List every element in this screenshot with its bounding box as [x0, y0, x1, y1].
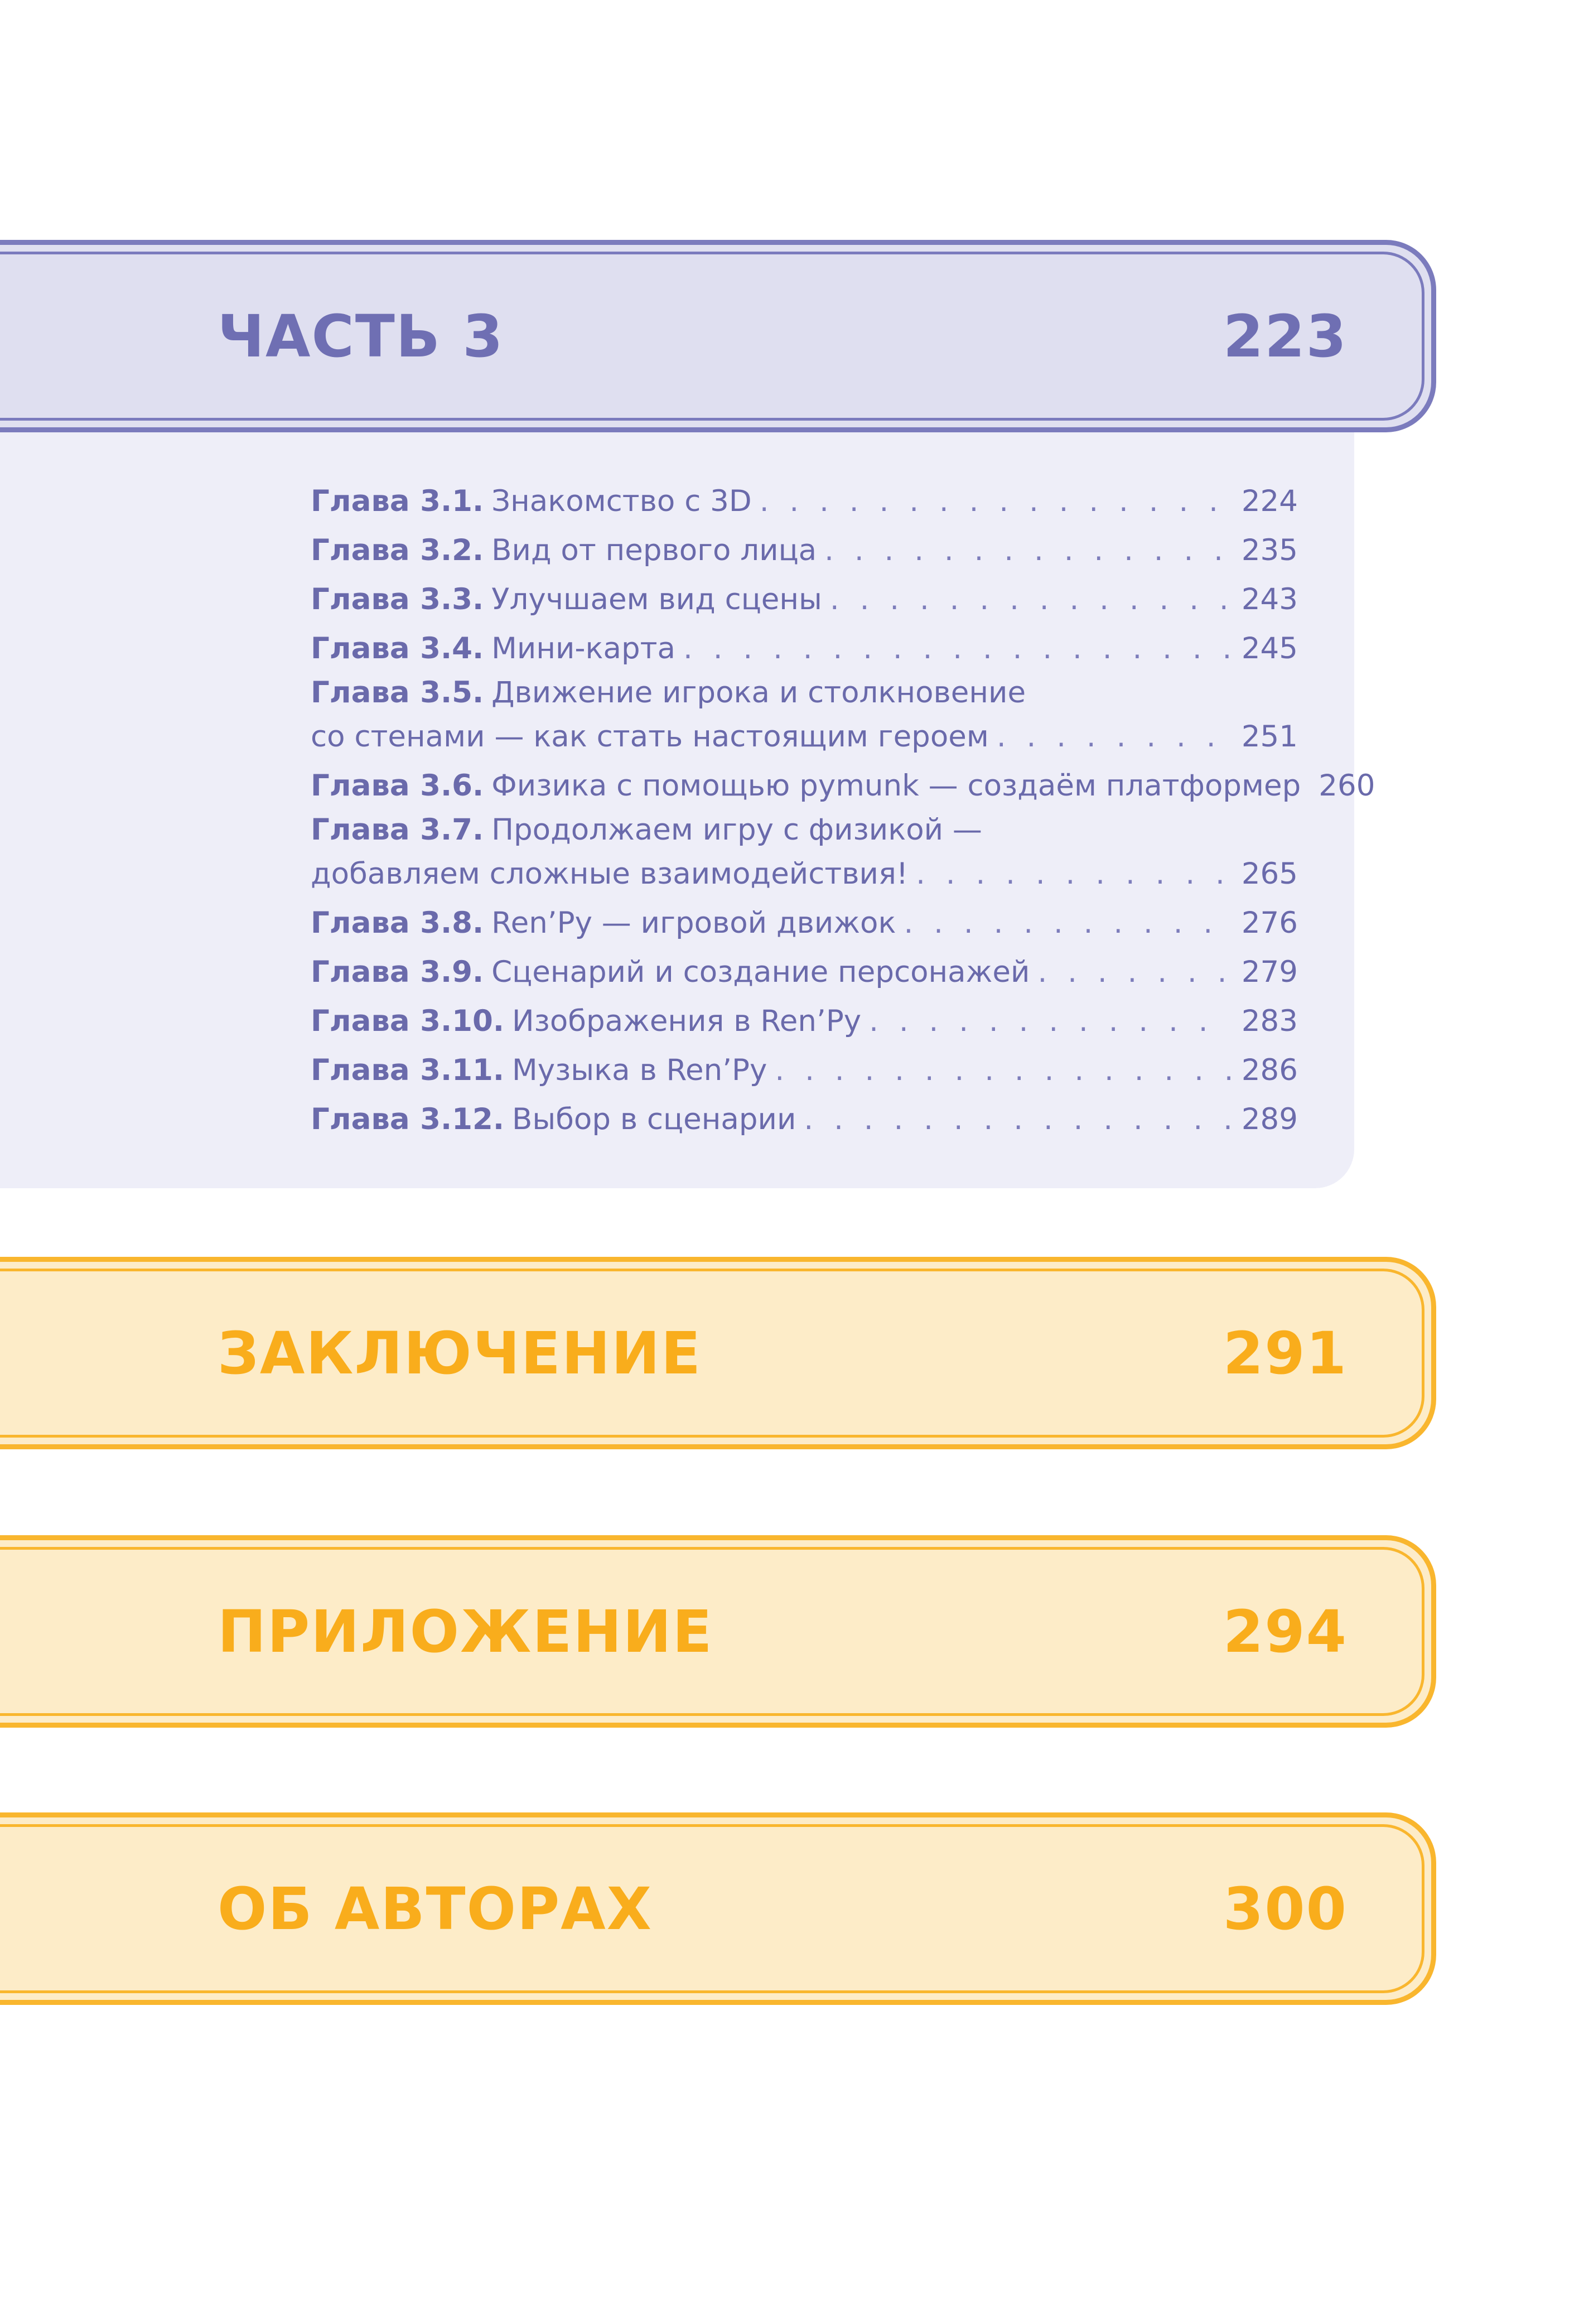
- chapter-title: Мини-карта: [491, 631, 676, 666]
- chapter-title: Движение игрока и столкновение: [491, 676, 1026, 710]
- dot-leader: [804, 1095, 1231, 1144]
- chapter-entry-3-5[interactable]: [311, 673, 1298, 761]
- chapter-entry-3-2[interactable]: [311, 526, 1298, 575]
- chapter-number: Глава 3.9.: [311, 955, 484, 989]
- chapter-number: Глава 3.7.: [311, 813, 484, 847]
- chapter-title: Физика с помощью pymunk — создаём платформер: [491, 769, 1301, 803]
- dot-leader: [760, 477, 1232, 526]
- chapter-page: 279: [1241, 955, 1298, 989]
- conclusion-title: ЗАКЛЮЧЕНИЕ: [218, 1319, 702, 1387]
- dot-leader: [683, 624, 1232, 673]
- chapter-number: Глава 3.1.: [311, 484, 484, 518]
- chapter-number: Глава 3.10.: [311, 1004, 505, 1038]
- part-3-page-number: 223: [1223, 302, 1348, 370]
- dot-leader: [830, 575, 1232, 624]
- chapter-entry-3-12[interactable]: [311, 1095, 1298, 1144]
- chapter-page: 289: [1241, 1102, 1298, 1136]
- chapter-title: Музыка в Ren’Py: [512, 1053, 767, 1087]
- chapter-title: Сценарий и создание персонажей: [491, 955, 1030, 989]
- chapter-number: Глава 3.11.: [311, 1053, 505, 1087]
- chapter-page: 251: [1241, 720, 1298, 754]
- dot-leader: [904, 899, 1231, 948]
- chapter-entry-3-11[interactable]: [311, 1046, 1298, 1095]
- chapter-page: 245: [1241, 631, 1298, 666]
- chapter-page: 276: [1241, 906, 1298, 940]
- chapter-page: 283: [1241, 1004, 1298, 1038]
- chapter-page: 265: [1241, 857, 1298, 891]
- chapter-title-continued: со стенами — как стать настоящим героем: [311, 720, 989, 754]
- appendix-title: ПРИЛОЖЕНИЕ: [218, 1597, 713, 1666]
- dot-leader: [997, 712, 1232, 761]
- appendix-page-number: 294: [1223, 1597, 1348, 1666]
- chapter-title: Выбор в сценарии: [512, 1102, 796, 1136]
- chapter-page: 243: [1241, 582, 1298, 616]
- chapter-page: 235: [1241, 533, 1298, 567]
- conclusion-header[interactable]: [0, 1257, 1436, 1449]
- chapter-title: Продолжаем игру с физикой —: [491, 813, 982, 847]
- chapter-title: Ren’Py — игровой движок: [491, 906, 896, 940]
- dot-leader: [824, 526, 1232, 575]
- dot-leader: [775, 1046, 1231, 1095]
- chapter-entry-3-8[interactable]: [311, 899, 1298, 948]
- chapter-page: 286: [1241, 1053, 1298, 1087]
- chapter-title: Вид от первого лица: [491, 533, 817, 567]
- part-3-title: ЧАСТЬ 3: [218, 302, 504, 370]
- dot-leader: [1037, 948, 1231, 997]
- conclusion-page-number: 291: [1223, 1319, 1348, 1387]
- about-authors-title: ОБ АВТОРАХ: [218, 1874, 653, 1943]
- chapter-title: Изображения в Ren’Py: [512, 1004, 862, 1038]
- about-authors-header[interactable]: [0, 1812, 1436, 2005]
- chapter-entry-3-1[interactable]: [311, 477, 1298, 526]
- chapter-number: Глава 3.4.: [311, 631, 484, 666]
- chapter-number: Глава 3.12.: [311, 1102, 505, 1136]
- dot-leader: [916, 850, 1232, 899]
- chapter-list: [311, 477, 1375, 1144]
- chapter-number: Глава 3.5.: [311, 676, 484, 710]
- part-3-header[interactable]: [0, 240, 1436, 432]
- chapter-number: Глава 3.8.: [311, 906, 484, 940]
- chapter-page: 224: [1241, 484, 1298, 518]
- chapter-entry-3-9[interactable]: [311, 948, 1298, 997]
- chapter-entry-3-4[interactable]: [311, 624, 1298, 673]
- chapter-number: Глава 3.2.: [311, 533, 484, 567]
- chapter-entry-3-3[interactable]: [311, 575, 1298, 624]
- dot-leader: [869, 997, 1232, 1046]
- chapter-number: Глава 3.3.: [311, 582, 484, 616]
- chapter-title: Знакомство с 3D: [491, 484, 752, 518]
- chapter-entry-3-6[interactable]: [311, 761, 1375, 811]
- about-authors-page-number: 300: [1223, 1874, 1348, 1943]
- chapter-number: Глава 3.6.: [311, 769, 484, 803]
- chapter-page: 260: [1319, 769, 1375, 803]
- chapter-title: Улучшаем вид сцены: [491, 582, 822, 616]
- appendix-header[interactable]: [0, 1535, 1436, 1728]
- chapter-title-continued: добавляем сложные взаимодействия!: [311, 857, 909, 891]
- chapter-entry-3-10[interactable]: [311, 997, 1298, 1046]
- chapter-entry-3-7[interactable]: [311, 811, 1298, 899]
